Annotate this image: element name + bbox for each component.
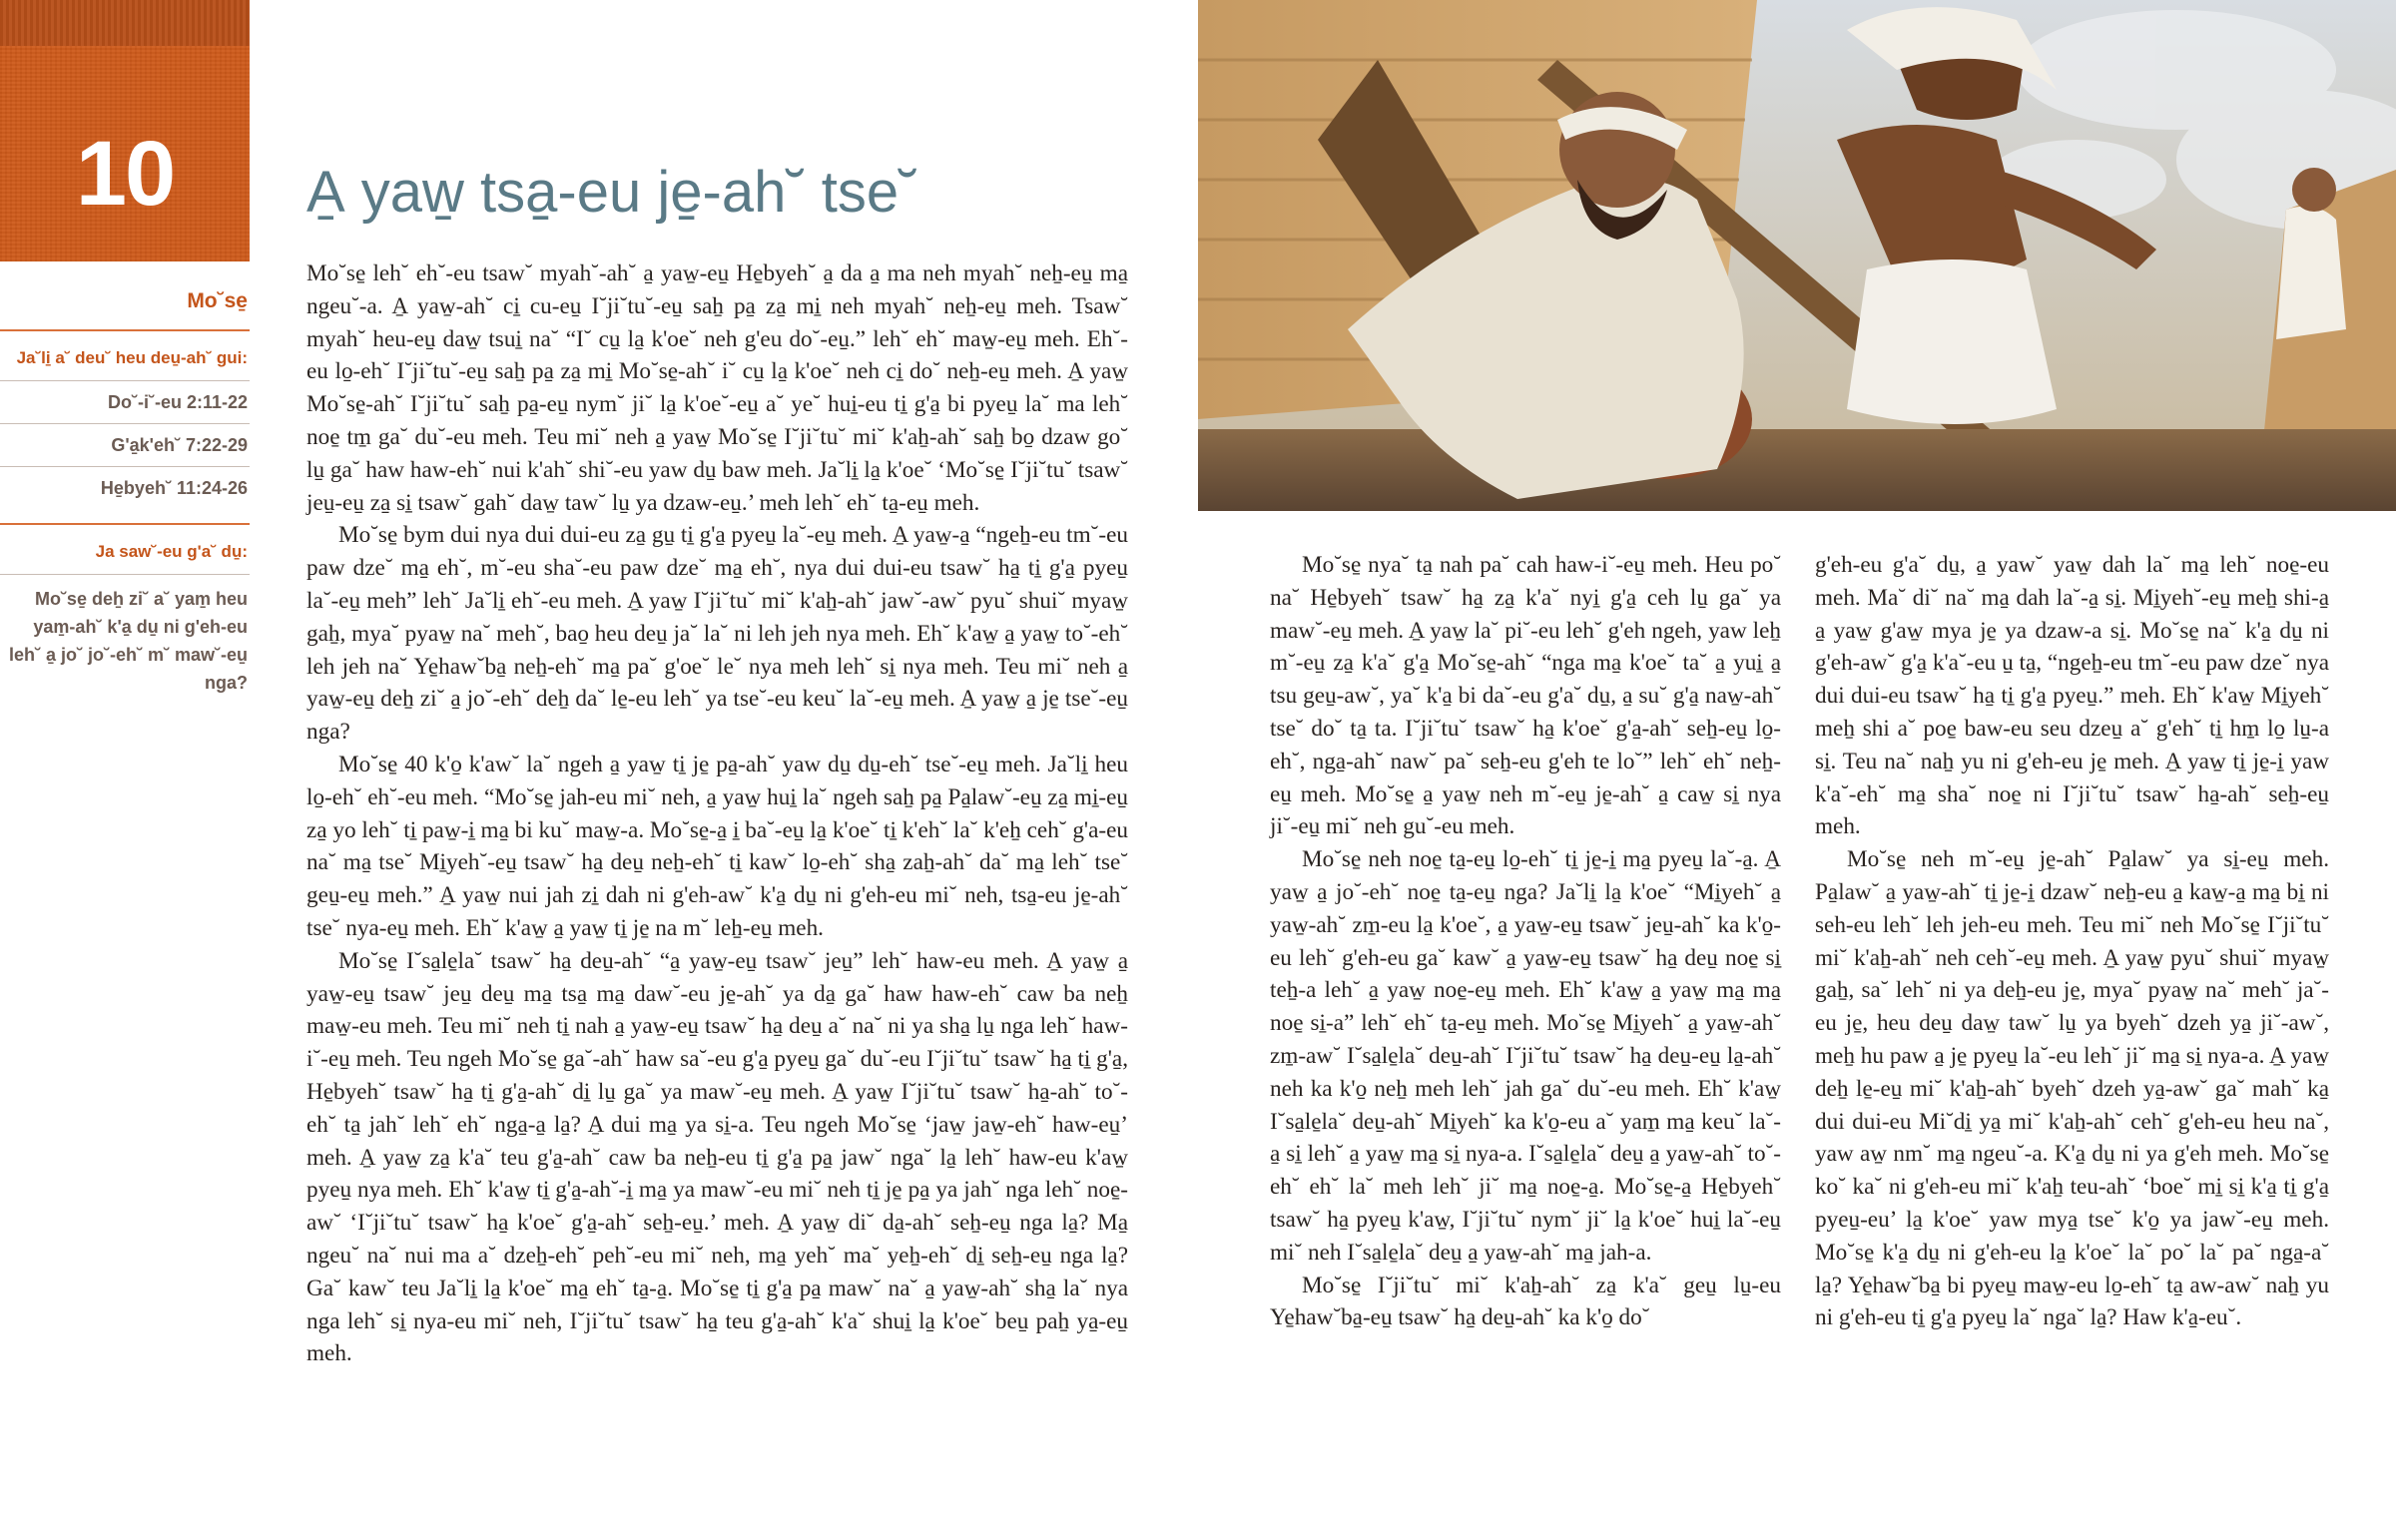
paragraph: Mo˘se̱ leh˘ eh˘-eu tsaw˘ myah˘-ah˘ a̱ yaw̱-eu̱ He̱byeh˘ a̱ da a̱ ma neh myah˘ neẖ-eu̱ ma̱ ngeu˘-a. A̱ yaw̱-ah˘ ci̱ cu-eu̱ I˘ji˘tu˘-eu̱ saẖ pa̱ za̱ mi̱ neh myah˘ neẖ-eu̱ meh. Tsaw˘ myah˘ heu-eu̱ daw̱ tsui̱ na˘ “I˘ cu̱ la̱ k'oe˘ neh g'eu do˘-eu̱.” leh˘ eh˘ maw̱-eu̱ meh. Eh˘-eu lo̱-eh˘ I˘ji˘tu˘-eu̱ saẖ pa̱ za̱ mi̱ Mo˘se̱-ah˘ i˘ cu̱ la̱ k'oe˘ neh ci̱ do˘ neẖ-eu̱ meh. A̱ yaw̱ Mo˘se̱-ah˘ I˘ji˘tu˘ saẖ pa̱-eu̱ nym˘ ji˘ la̱ k'oe˘-eu̱ a˘ ye˘ hui̱-eu ti̱ g'a̱ bi pyeu̱ la˘ ma leh˘ noe̱ tm̱ ga˘ du˘-eu meh. Teu mi˘ neh a̱ yaw̱ Mo˘se̱ I˘ji˘tu˘ mi˘ k'aẖ-ah˘ saẖ bo̱ dzaw go˘ lu̱ ga˘ haw haw-eh˘ nui k'ah˘ shi˘-eu yaw du̱ baw meh. Ja˘li̱ la̱ k'oe˘ ‘Mo˘se̱ I˘ji˘tu˘ tsaw˘ jeu̱-eu̱ za̱ si̱ tsaw˘ gah˘ daw̱ taw˘ lu̱ ya dzaw-eu̱.’ meh leh˘ eh˘ ta̱-eu̱ meh.: [306, 260, 1128, 516]
sidebar-reference[interactable]: Do˘-i˘-eu 2:11-22: [107, 392, 248, 412]
paragraph: Mo˘se̱ I˘sa̱le̱la˘ tsaw˘ ha̱ deu̱-ah˘ “a̱ yaw̱-eu̱ tsaw˘ jeu̱” leh˘ haw-eu meh. A̱ yaw̱ a̱ yaw̱-eu̱ tsaw˘ jeu̱ deu̱ ma̱ tsa̱ ma̱ daw˘-eu je̱-ah˘ ya da̱ ga˘ haw haw-eh˘ caw ba neẖ maw̱-eu meh. Teu mi˘ neh ti̱ nah a̱ yaw̱-eu̱ tsaw˘ ha̱ deu̱ a˘ na˘ ni ya sha̱ lu̱ nga leh˘ haw-i˘-eu̱ meh. Teu ngeh Mo˘se̱ ga˘-ah˘ haw sa˘-eu g'a̱ pyeu̱ ga˘ du˘-eu I˘ji˘tu˘ tsaw˘ ha̱ ti̱ g'a̱, He̱byeh˘ tsaw˘ ha̱ ti̱ g'a̱-ah˘ di̱ lu̱ ga˘ ya maw˘-eu̱ meh. A̱ yaw̱ I˘ji˘tu˘ tsaw˘ ha̱-ah˘ to˘-eh˘ ta̱ jah˘ leh˘ eh˘ nga̱-a̱ la̱? A̱ dui ma̱ ya si̱-a. Teu ngeh Mo˘se̱ ‘jaw̱ jaw̱-eh˘ haw-eu̱’ meh. A̱ yaw̱ za̱ k'a˘ teu g'a̱-ah˘ caw ba neẖ-eu ti̱ g'a̱ pa̱ jaw˘ nga˘ la̱ leh˘ haw-eu k'aw̱ pyeu̱ nya meh. Eh˘ k'aw̱ ti̱ g'a̱-ah˘-i̱ ma̱ ya maw˘-eu mi˘ neh ti̱ je̱ pa̱ ya jah˘ nga leh˘ noe̱-aw˘ ‘I˘ji˘tu˘ tsaw˘ ha̱ k'oe˘ g'a̱-ah˘ seẖ-eu̱.’ meh. A̱ yaw̱ di˘ da̱-ah˘ seẖ-eu̱ nga la̱? Ma̱ ngeu˘ na˘ nui ma a˘ dzeẖ-eh˘ peh˘-eu mi˘ neh, ma̱ yeh˘ ma˘ yeẖ-eh˘ di̱ seẖ-eu̱ nga la̱? Ga˘ kaw˘ teu Ja˘li̱ la̱ k'oe˘ ma̱ eh˘ ta̱-a̱. Mo˘se̱ ti̱ g'a̱ pa̱ maw˘ na˘ a̱ yaw̱-ah˘ sha̱ la˘ nya nga leh˘ si̱ nya-eu mi˘ neh, I˘ji˘tu˘ tsaw˘ ha̱ teu g'a̱-ah˘ k'a˘ shui̱ la̱ k'oe˘ beu̱ paẖ ya̱-eu̱ meh.: [306, 947, 1128, 1367]
sidebar-reference[interactable]: G'a̱k'eh˘ 7:22-29: [111, 435, 248, 455]
text-column-1: [306, 257, 1128, 1370]
sidebar-question-label: Ja saw˘-eu g'a˘ du̱:: [95, 542, 248, 561]
paragraph: Mo˘se̱ I˘ji˘tu˘ mi˘ k'aẖ-ah˘ za̱ k'a˘ geu̱ lu̱-eu Ye̱haw˘ba̱-eu̱ tsaw˘ ha̱ deu̱-ah˘ ka k'o̱ do˘: [1270, 1272, 1781, 1331]
page-title: A̱ yaw̱ tsa̱-eu je̱-ah˘ tse˘: [306, 160, 918, 225]
sidebar: [0, 261, 250, 697]
sidebar-read-label: Ja˘li̱ a˘ deu˘ heu deu̱-ah˘ gui:: [16, 348, 248, 367]
paragraph: Mo˘se̱ neh noe̱ ta̱-eu̱ lo̱-eh˘ ti̱ je̱-i̱ ma̱ pyeu̱ la˘-a̱. A̱ yaw̱ a̱ jo˘-eh˘ noe̱ ta̱-eu̱ nga? Ja˘li̱ la̱ k'oe˘ “Mi̱yeh˘ a̱ yaw̱-ah˘ zm̱-eu la̱ k'oe˘, a̱ yaw̱-eu̱ tsaw˘ jeu̱-ah˘ ka k'o̱-eu leh˘ g'eh-eu ga˘ kaw˘ a̱ yaw̱-eu̱ tsaw˘ ha̱ deu̱ noe̱ si̱ teẖ-a leh˘ a̱ yaw̱ noe̱-eu̱ meh. Eh˘ k'aw̱ a̱ yaw̱ ma̱ ma̱ noe̱ si̱-a” leh˘ eh˘ ta̱-eu̱ meh. Mo˘se̱ Mi̱yeh˘ a̱ yaw̱-ah˘ zm̱-aw˘ I˘sa̱le̱la˘ deu̱-ah˘ I˘ji˘tu˘ tsaw˘ ha̱ deu̱-eu̱ la̱-ah˘ neh ka k'o̱ neẖ meh leh˘ jah ga˘ du˘-eu meh. Eh˘ k'aw̱ I˘sa̱le̱la˘ deu̱-ah˘ Mi̱yeh˘ ka k'o̱-eu a˘ yam̱ ma̱ keu˘ la˘-a̱ si̱ leh˘ a̱ yaw̱ ma̱ si̱ nya-a. I˘sa̱le̱la˘ deu̱ a̱ yaw̱-ah˘ to˘-eh˘ eh˘ la˘ meh leh˘ ji˘ ma̱ noe̱-a̱. Mo˘se̱-a̱ He̱byeh˘ tsaw˘ ha̱ pyeu̱ k'aw̱, I˘ji˘tu˘ nym˘ ji˘ la̱ k'oe˘ hui̱ la˘-eu̱ mi˘ neh I˘sa̱le̱la˘ deu̱ a̱ yaw̱-ah˘ ma̱ jah-a.: [1270, 846, 1781, 1266]
sidebar-question: Mo˘se̱ deẖ zi˘ a˘ yam̱ heu yam̱-ah˘ k'a̱ du̱ ni g'eh-eu leh˘ a̱ jo˘ jo˘-eh˘ m˘ maw˘-eu̱ nga?: [8, 589, 248, 693]
paragraph: g'eh-eu g'a˘ du̱, a̱ yaw˘ yaw̱ dah la˘ ma̱ leh˘ noe̱-eu meh. Ma˘ di˘ na˘ ma̱ dah la˘-a̱ si̱. Mi̱yeh˘-eu̱ meẖ shi-a̱ a̱ yaw̱ g'aw̱ mya je̱ ya dzaw-a si̱. Mo˘se̱ na˘ k'a̱ du̱ ni g'eh-aw˘ g'a̱ k'a˘-eu u̱ ta̱, “ngeẖ-eu tm˘-eu paw dze˘ nya dui dui-eu tsaw˘ ha̱ ti̱ g'a̱ pyeu̱.” meh. Eh˘ k'aw̱ Mi̱yeh˘ meẖ shi a˘ poe̱ baw-eu seu dzeu̱ a˘ g'eh˘ ti̱ hm̱ lo̱ lu̱-a si̱. Teu na˘ naẖ yu ni g'eh-eu je̱ meh. A̱ yaw̱ ti̱ je̱-i̱ yaw k'a˘-eh˘ ma̱ sha˘ noe̱ ni I˘ji˘tu˘ tsaw˘ ha̱-ah˘ seẖ-eu̱ meh.: [1815, 552, 2329, 840]
sidebar-reference[interactable]: He̱byeh˘ 11:24-26: [100, 478, 248, 498]
moses-illustration: [1198, 0, 2396, 511]
lesson-number: 10: [75, 123, 175, 225]
paragraph: Mo˘se̱ 40 k'o̱ k'aw˘ la˘ ngeh a̱ yaw̱ ti̱ je̱ pa̱-ah˘ yaw du̱ du̱-eh˘ tse˘-eu̱ meh. Ja˘li̱ heu lo̱-eh˘ eh˘-eu meh. “Mo˘se̱ jah-eu mi˘ neh, a̱ yaw̱ hui̱ la˘ ngeh saẖ pa̱ Pa̱law˘-eu̱ za̱ mi̱-eu̱ za̱ yo leh˘ ti̱ paw̱-i̱ ma̱ bi ku˘ maw̱-a. Mo˘se̱-a̱ i̱ ba˘-eu̱ la̱ k'oe˘ ti̱ k'eh˘ la˘ k'eẖ ceh˘ g'a-eu na˘ ma̱ tse˘ Mi̱yeh˘-eu̱ tsaw˘ ha̱ deu̱ neẖ-eh˘ ti̱ kaw˘ lo̱-eh˘ sha̱ zaẖ-ah˘ da˘ ma̱ leh˘ tse˘ geu̱-eu̱ meh.” A̱ yaw̱ nui jah zi̱ dah ni g'eh-aw˘ k'a̱ du̱ ni g'eh-eu mi˘ neh, tsa̱-eu je̱-ah˘ tse˘ nya-eu̱ meh. Eh˘ k'aw̱ a̱ yaw̱ ti̱ je̱ na m˘ leẖ-eu̱ meh.: [306, 751, 1128, 941]
badge-band: [0, 0, 250, 46]
text-column-3: [1815, 549, 2329, 1334]
paragraph: Mo˘se̱ neh m˘-eu̱ je̱-ah˘ Pa̱law˘ ya si̱-eu̱ meh. Pa̱law˘ a̱ yaw̱-ah˘ ti̱ je̱-i̱ dzaw˘ neẖ-eu a̱ kaw̱-a̱ ma̱ bi̱ ni seh-eu leh˘ leh jeh-eu meh. Teu mi˘ neh Mo˘se̱ I˘ji˘tu˘ mi˘ k'aẖ-ah˘ neh ceh˘-eu̱ meh. A̱ yaw̱ pyu˘ shui˘ myaw̱ gaẖ, sa˘ leh˘ ni ya deẖ-eu je̱, mya˘ pyaw̱ na˘ meh˘ ja˘-eu je̱, heu deu̱ daw̱ taw˘ lu̱ ya byeh˘ dzeh ya̱ ji˘-aw˘, meẖ hu paw a̱ je̱ pyeu̱ la˘-eu leh˘ ji˘ ma̱ si̱ nya-a. A̱ yaw̱ deẖ le̱-eu̱ mi˘ k'aẖ-ah˘ byeh˘ dzeh ya̱-aw˘ ga˘ mah˘ ka̱ dui dui-eu Mi˘di̱ ya̱ mi˘ k'aẖ-ah˘ ceh˘ g'eh-eu heu na˘, yaw aw̱ nm˘ ma̱ ngeu˘-a. K'a̱ du̱ ni ya g'eh meh. Mo˘se̱ ko˘ ka˘ ni g'eh-eu mi˘ k'aẖ teu-ah˘ ‘boe˘ mi̱ si̱ k'a̱ ti̱ g'a̱ pyeu̱-eu’ la̱ k'oe˘ yaw mya̱ tse˘ k'o̱ ya jaw˘-eu̱ meh. Mo˘se̱ k'a̱ du̱ ni g'eh-eu la̱ k'oe˘ la˘ po˘ la˘ pa˘ nga̱-a˘ la̱? Ye̱haw˘ba̱ bi pyeu̱ maw̱-eu lo̱-eh˘ ta̱ aw-aw˘ naẖ yu ni g'eh-eu ti̱ g'a̱ pyeu̱ la˘ nga˘ la̱? Haw k'a̱-eu˘.: [1815, 846, 2329, 1331]
paragraph: Mo˘se̱ bym dui nya dui dui-eu za̱ gu̱ ti̱ g'a̱ pyeu̱ la˘-eu̱ meh. A̱ yaw̱-a̱ “ngeẖ-eu tm˘-eu paw dze˘ ma̱ eh˘, m˘-eu sha˘-eu paw dze˘ ma̱ eh˘, nya dui dui-eu tsaw˘ ha̱ ti̱ g'a̱ pyeu̱ la˘-eu̱ meh” leh˘ Ja˘li̱ eh˘-eu meh. A̱ yaw̱ I˘ji˘tu˘ mi˘ k'aẖ-ah˘ jaw˘-aw˘ pyu˘ shui˘ myaw̱ gaẖ, mya˘ pyaw̱ na˘ meh˘, bao̱ heu deu̱ ja˘ la˘ ni leh jeh nya meh. Eh˘ k'aw̱ a̱ yaw̱ to˘-eh˘ leh jeh na˘ Ye̱haw˘ba̱ neẖ-eh˘ ma̱ pa˘ g'oe˘ le˘ nya meh leh˘ si̱ nya meh. Teu mi˘ neh a̱ yaw̱-eu̱ deẖ zi˘ a̱ jo˘-eh˘ deẖ da˘ le̱-eu leh˘ ya tse˘-eu keu˘ la˘-eu̱ meh. A̱ yaw̱ a̱ je̱ tse˘-eu̱ nga?: [306, 522, 1128, 746]
sidebar-person-name: Mo˘se̱: [187, 289, 248, 312]
text-column-2: [1270, 549, 1781, 1334]
paragraph: Mo˘se̱ nya˘ ta̱ nah pa˘ cah haw-i˘-eu̱ meh. Heu po˘ na˘ He̱byeh˘ tsaw˘ ha̱ za̱ k'a˘ nyi̱ g'a̱ ceh lu̱ ga˘ ya maw˘-eu̱ meh. A̱ yaw̱ la˘ pi˘-eu leh˘ g'eh ngeh, yaw leẖ m˘-eu̱ za̱ k'a˘ g'a̱ Mo˘se̱-ah˘ “nga ma̱ k'oe˘ ta˘ a̱ yui̱ a̱ tsu geu̱-aw˘, ya˘ k'a̱ bi da˘-eu g'a˘ du̱, a̱ su˘ g'a̱ naw̱-ah˘ tse˘ do˘ ta̱ ta. I˘ji˘tu˘ tsaw˘ ha̱ k'oe˘ g'a̱-ah˘ seẖ-eu̱ lo̱-eh˘, nga̱-ah˘ naw˘ pa˘ seẖ-eu g'eh te lo˘” leh˘ eh˘ neẖ-eu̱ meh. Mo˘se̱ a̱ yaw̱ neh m˘-eu̱ je̱-ah˘ a̱ caw̱ si̱ nya ji˘-eu̱ mi˘ neh gu˘-eu meh.: [1270, 552, 1781, 840]
lesson-badge: [0, 0, 250, 261]
